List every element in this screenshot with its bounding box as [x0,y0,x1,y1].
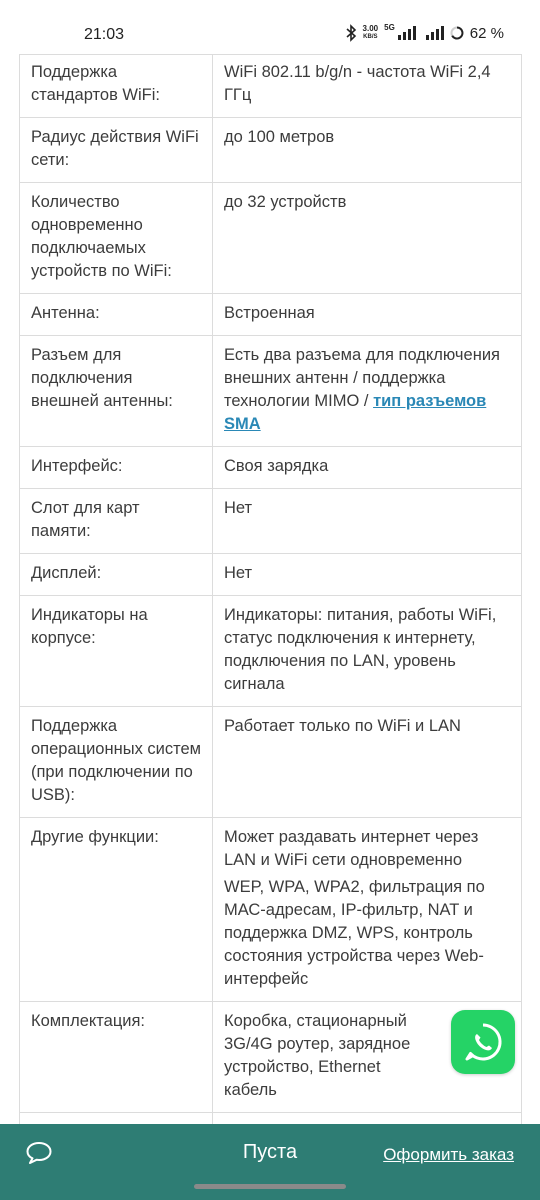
spec-value [213,818,522,1002]
spec-label: Поддержка стандартов WiFi: [20,55,213,118]
table-row [20,554,522,596]
spec-value: Нет [213,489,522,554]
table-row [20,596,522,707]
status-time: 21:03 [84,26,125,43]
battery-percent: 62 % [469,24,504,42]
spec-label: Интерфейс: [20,447,213,489]
spec-value: Своя зарядка [213,447,522,489]
spec-value-text: Может раздавать интернет через LAN и WiFi сети одновременно [224,828,479,869]
table-row [20,118,522,183]
sma-connector-link[interactable]: тип разъемов SMA [224,392,487,433]
table-row [20,447,522,489]
table-row [20,489,522,554]
whatsapp-icon [461,1020,505,1064]
spec-label: Антенна: [20,294,213,336]
status-icons [345,24,504,42]
whatsapp-button[interactable] [451,1010,515,1074]
spec-label: Комплектация: [20,1002,213,1113]
cart-status: Пуста [242,1141,298,1163]
spec-value-text: WEP, WPA, WPA2, фильтрация по МАС-адресам, IP-фильтр, NAT и поддержка DMZ, WPS, контроль состояния устройства через Web-интерфейс [224,878,485,988]
checkout-link[interactable]: Оформить заказ [383,1145,514,1164]
home-indicator[interactable] [194,1184,346,1189]
spec-label: Радиус действия WiFi сети: [20,118,213,183]
network-speed [363,25,379,41]
spec-label: Слот для карт памяти: [20,489,213,554]
network-speed-unit: KB/S [363,34,378,40]
specs-table [19,54,522,1155]
spec-value: Работает только по WiFi и LAN [213,707,522,818]
signal-icon [426,26,444,40]
table-row [20,294,522,336]
spec-value: Встроенная [213,294,522,336]
spec-label: Дисплей: [20,554,213,596]
cart-bar [0,1124,540,1200]
spec-value: до 100 метров [213,118,522,183]
spec-value: Нет [213,554,522,596]
spec-label: Разъем для подключения внешней антенны: [20,336,213,447]
spec-value-text: Есть два разъема для подключения внешних антенн / поддержка технологии MIMO / [224,346,500,410]
battery-icon [450,26,464,40]
table-row [20,55,522,118]
table-row [20,183,522,294]
bluetooth-icon [345,24,357,42]
spec-value: Индикаторы: питания, работы WiFi, статус подключения к интернету, подключения по LAN, уровень сигнала [213,596,522,707]
signal-icon [398,26,416,40]
table-row [20,1002,522,1113]
spec-value: до 32 устройств [213,183,522,294]
spec-value: WiFi 802.11 b/g/n - частота WiFi 2,4 ГГц [213,55,522,118]
table-row [20,336,522,447]
network-speed-value: 3.00 [362,24,379,33]
spec-value: Коробка, стационарный 3G/4G роутер, зарядное устройство, Ethernet кабель [213,1002,522,1113]
spec-label: Другие функции: [20,818,213,1002]
network-type-label: 5G [384,22,395,32]
spec-label: Поддержка операционных систем (при подключении по USB): [20,707,213,818]
table-row [20,818,522,1002]
status-bar [0,0,540,54]
spec-label: Количество одновременно подключаемых устройств по WiFi: [20,183,213,294]
table-row [20,707,522,818]
spec-label: Индикаторы на корпусе: [20,596,213,707]
spec-value [213,336,522,447]
